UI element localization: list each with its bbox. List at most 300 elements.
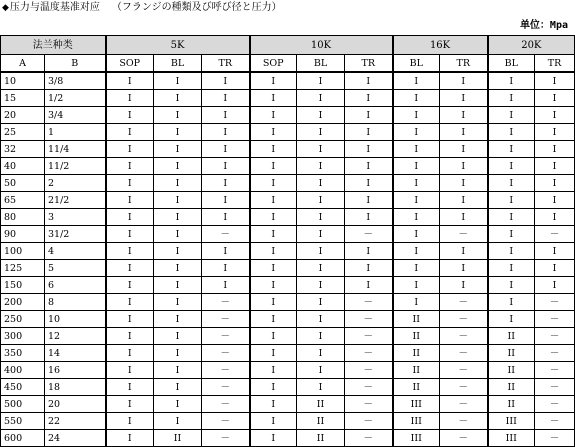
cell-size-b: 22: [45, 413, 106, 430]
cell-5k-sop: I: [106, 362, 154, 379]
cell-5k-bl: I: [154, 396, 202, 413]
cell-20k-tr: I: [535, 158, 575, 175]
cell-10k-tr: －: [345, 328, 393, 345]
cell-20k-bl: I: [488, 209, 535, 226]
cell-10k-tr: I: [345, 277, 393, 294]
cell-20k-bl: I: [488, 311, 535, 328]
cell-10k-sop: I: [250, 124, 297, 141]
table-row: [1, 311, 575, 328]
cell-16k-tr: I: [440, 192, 488, 209]
cell-20k-bl: II: [488, 396, 535, 413]
cell-20k-bl: I: [488, 107, 535, 124]
column-header-10k-tr: TR: [345, 55, 393, 73]
cell-10k-sop: I: [250, 226, 297, 243]
cell-size-b: 8: [45, 294, 106, 311]
cell-16k-tr: －: [440, 226, 488, 243]
cell-16k-bl: III: [393, 430, 440, 447]
cell-5k-tr: I: [202, 260, 250, 277]
cell-size-b: 31/2: [45, 226, 106, 243]
cell-10k-bl: I: [297, 107, 345, 124]
cell-20k-bl: II: [488, 379, 535, 396]
table-row: [1, 243, 575, 260]
header-row-groups: [1, 36, 575, 55]
cell-5k-tr: －: [202, 311, 250, 328]
cell-10k-sop: I: [250, 413, 297, 430]
cell-5k-tr: I: [202, 107, 250, 124]
cell-10k-tr: I: [345, 107, 393, 124]
cell-5k-sop: I: [106, 72, 154, 90]
table-row: [1, 413, 575, 430]
cell-10k-sop: I: [250, 328, 297, 345]
cell-5k-sop: I: [106, 209, 154, 226]
cell-5k-bl: I: [154, 72, 202, 90]
cell-16k-bl: II: [393, 379, 440, 396]
cell-20k-tr: －: [535, 413, 575, 430]
cell-16k-tr: －: [440, 413, 488, 430]
cell-16k-tr: －: [440, 430, 488, 447]
cell-5k-sop: I: [106, 311, 154, 328]
cell-5k-sop: I: [106, 430, 154, 447]
cell-20k-bl: II: [488, 345, 535, 362]
table-row: [1, 362, 575, 379]
cell-size-b: 20: [45, 396, 106, 413]
cell-5k-bl: I: [154, 90, 202, 107]
cell-10k-bl: II: [297, 430, 345, 447]
cell-20k-tr: I: [535, 192, 575, 209]
cell-16k-tr: I: [440, 209, 488, 226]
cell-20k-bl: III: [488, 430, 535, 447]
cell-5k-tr: I: [202, 243, 250, 260]
cell-10k-bl: I: [297, 294, 345, 311]
cell-16k-bl: II: [393, 345, 440, 362]
cell-5k-tr: －: [202, 226, 250, 243]
cell-10k-tr: －: [345, 430, 393, 447]
cell-size-a: 300: [1, 328, 45, 345]
cell-16k-bl: I: [393, 294, 440, 311]
cell-10k-bl: I: [297, 124, 345, 141]
cell-10k-bl: I: [297, 243, 345, 260]
cell-10k-sop: I: [250, 362, 297, 379]
cell-5k-tr: I: [202, 192, 250, 209]
column-header-b: B: [45, 55, 106, 73]
table-row: [1, 72, 575, 90]
cell-10k-bl: I: [297, 362, 345, 379]
cell-16k-bl: I: [393, 226, 440, 243]
cell-size-b: 14: [45, 345, 106, 362]
cell-10k-tr: I: [345, 260, 393, 277]
cell-16k-tr: I: [440, 90, 488, 107]
table-row: [1, 107, 575, 124]
cell-20k-bl: I: [488, 243, 535, 260]
cell-16k-bl: I: [393, 260, 440, 277]
table-row: [1, 124, 575, 141]
cell-size-a: 25: [1, 124, 45, 141]
cell-20k-bl: III: [488, 413, 535, 430]
cell-5k-bl: I: [154, 260, 202, 277]
cell-size-a: 80: [1, 209, 45, 226]
cell-20k-bl: I: [488, 175, 535, 192]
cell-size-a: 550: [1, 413, 45, 430]
cell-5k-sop: I: [106, 396, 154, 413]
cell-16k-tr: －: [440, 311, 488, 328]
cell-5k-sop: I: [106, 379, 154, 396]
cell-20k-bl: I: [488, 294, 535, 311]
cell-10k-tr: －: [345, 226, 393, 243]
cell-16k-bl: I: [393, 72, 440, 90]
table-row: [1, 379, 575, 396]
cell-20k-tr: －: [535, 226, 575, 243]
cell-5k-bl: I: [154, 226, 202, 243]
cell-5k-tr: I: [202, 209, 250, 226]
cell-10k-tr: －: [345, 311, 393, 328]
table-row: [1, 260, 575, 277]
cell-5k-tr: －: [202, 413, 250, 430]
cell-5k-sop: I: [106, 124, 154, 141]
group-header-10k: 10K: [250, 36, 393, 55]
group-header-16k: 16K: [393, 36, 488, 55]
cell-10k-bl: I: [297, 311, 345, 328]
cell-size-b: 3/4: [45, 107, 106, 124]
cell-size-b: 1: [45, 124, 106, 141]
cell-16k-tr: －: [440, 396, 488, 413]
pressure-rating-table: [0, 35, 575, 447]
cell-10k-bl: II: [297, 396, 345, 413]
cell-10k-bl: I: [297, 209, 345, 226]
cell-10k-sop: I: [250, 379, 297, 396]
cell-20k-bl: II: [488, 362, 535, 379]
cell-16k-bl: II: [393, 311, 440, 328]
cell-10k-bl: I: [297, 72, 345, 90]
cell-size-b: 1/2: [45, 90, 106, 107]
cell-20k-bl: I: [488, 124, 535, 141]
table-row: [1, 328, 575, 345]
cell-size-b: 11/4: [45, 141, 106, 158]
cell-10k-sop: I: [250, 175, 297, 192]
cell-10k-bl: I: [297, 141, 345, 158]
cell-5k-sop: I: [106, 175, 154, 192]
cell-16k-tr: I: [440, 107, 488, 124]
cell-10k-tr: I: [345, 192, 393, 209]
cell-20k-bl: II: [488, 328, 535, 345]
cell-10k-sop: I: [250, 158, 297, 175]
table-body: [1, 72, 575, 447]
cell-20k-tr: －: [535, 345, 575, 362]
cell-20k-tr: I: [535, 175, 575, 192]
cell-5k-tr: －: [202, 396, 250, 413]
column-header-20k-bl: BL: [488, 55, 535, 73]
table-row: [1, 345, 575, 362]
cell-10k-tr: －: [345, 413, 393, 430]
cell-20k-tr: I: [535, 141, 575, 158]
cell-5k-tr: －: [202, 430, 250, 447]
cell-5k-bl: I: [154, 107, 202, 124]
cell-10k-tr: I: [345, 209, 393, 226]
cell-16k-bl: I: [393, 192, 440, 209]
cell-5k-sop: I: [106, 243, 154, 260]
cell-10k-tr: I: [345, 141, 393, 158]
cell-5k-tr: I: [202, 277, 250, 294]
cell-size-b: 11/2: [45, 158, 106, 175]
cell-size-b: 18: [45, 379, 106, 396]
cell-5k-bl: I: [154, 328, 202, 345]
cell-size-b: 4: [45, 243, 106, 260]
header-row-columns: [1, 55, 575, 73]
cell-size-a: 350: [1, 345, 45, 362]
cell-5k-sop: I: [106, 107, 154, 124]
cell-20k-tr: －: [535, 294, 575, 311]
cell-size-a: 125: [1, 260, 45, 277]
column-header-10k-sop: SOP: [250, 55, 297, 73]
cell-20k-bl: I: [488, 90, 535, 107]
cell-5k-sop: I: [106, 260, 154, 277]
cell-20k-tr: －: [535, 396, 575, 413]
cell-5k-sop: I: [106, 345, 154, 362]
group-header-20k: 20K: [488, 36, 575, 55]
cell-size-b: 3: [45, 209, 106, 226]
cell-20k-tr: I: [535, 90, 575, 107]
table-row: [1, 158, 575, 175]
cell-20k-tr: I: [535, 209, 575, 226]
cell-size-a: 400: [1, 362, 45, 379]
cell-size-a: 20: [1, 107, 45, 124]
column-header-16k-bl: BL: [393, 55, 440, 73]
cell-5k-bl: I: [154, 362, 202, 379]
cell-10k-bl: II: [297, 413, 345, 430]
cell-10k-tr: －: [345, 396, 393, 413]
cell-size-a: 50: [1, 175, 45, 192]
cell-5k-bl: I: [154, 243, 202, 260]
cell-size-a: 500: [1, 396, 45, 413]
cell-10k-tr: －: [345, 294, 393, 311]
cell-20k-bl: I: [488, 226, 535, 243]
table-row: [1, 192, 575, 209]
cell-16k-bl: II: [393, 362, 440, 379]
cell-10k-sop: I: [250, 209, 297, 226]
cell-16k-tr: I: [440, 141, 488, 158]
cell-size-b: 10: [45, 311, 106, 328]
cell-size-a: 90: [1, 226, 45, 243]
cell-5k-bl: I: [154, 345, 202, 362]
cell-20k-tr: －: [535, 430, 575, 447]
cell-10k-bl: I: [297, 277, 345, 294]
cell-16k-tr: －: [440, 362, 488, 379]
flange-type-header: 法兰种类: [1, 36, 106, 55]
cell-10k-sop: I: [250, 107, 297, 124]
cell-10k-sop: I: [250, 72, 297, 90]
cell-5k-sop: I: [106, 90, 154, 107]
cell-20k-tr: I: [535, 243, 575, 260]
cell-20k-bl: I: [488, 141, 535, 158]
cell-10k-sop: I: [250, 192, 297, 209]
cell-10k-sop: I: [250, 345, 297, 362]
cell-20k-tr: I: [535, 72, 575, 90]
cell-16k-bl: I: [393, 277, 440, 294]
cell-16k-tr: －: [440, 328, 488, 345]
cell-10k-bl: I: [297, 379, 345, 396]
cell-5k-bl: I: [154, 141, 202, 158]
cell-16k-tr: －: [440, 379, 488, 396]
cell-5k-bl: I: [154, 379, 202, 396]
cell-10k-sop: I: [250, 430, 297, 447]
cell-10k-sop: I: [250, 396, 297, 413]
cell-5k-tr: I: [202, 90, 250, 107]
cell-size-a: 100: [1, 243, 45, 260]
cell-size-a: 250: [1, 311, 45, 328]
cell-5k-sop: I: [106, 226, 154, 243]
cell-size-b: 6: [45, 277, 106, 294]
table-row: [1, 209, 575, 226]
cell-size-a: 450: [1, 379, 45, 396]
cell-10k-sop: I: [250, 260, 297, 277]
cell-5k-bl: I: [154, 124, 202, 141]
cell-16k-bl: I: [393, 107, 440, 124]
cell-16k-bl: I: [393, 141, 440, 158]
cell-20k-tr: －: [535, 311, 575, 328]
cell-16k-tr: －: [440, 345, 488, 362]
cell-5k-sop: I: [106, 413, 154, 430]
title-main: 压力与温度基准对应: [9, 2, 100, 13]
cell-5k-sop: I: [106, 277, 154, 294]
cell-5k-bl: I: [154, 311, 202, 328]
cell-5k-bl: I: [154, 413, 202, 430]
table-row: [1, 277, 575, 294]
cell-size-b: 5: [45, 260, 106, 277]
cell-5k-tr: I: [202, 72, 250, 90]
cell-20k-bl: I: [488, 260, 535, 277]
cell-16k-tr: －: [440, 294, 488, 311]
cell-16k-bl: III: [393, 413, 440, 430]
cell-5k-tr: －: [202, 328, 250, 345]
cell-16k-tr: I: [440, 72, 488, 90]
cell-10k-sop: I: [250, 311, 297, 328]
cell-20k-tr: －: [535, 328, 575, 345]
cell-size-a: 65: [1, 192, 45, 209]
cell-16k-tr: I: [440, 243, 488, 260]
cell-5k-bl: I: [154, 175, 202, 192]
cell-16k-tr: I: [440, 277, 488, 294]
cell-5k-sop: I: [106, 294, 154, 311]
cell-10k-tr: I: [345, 158, 393, 175]
cell-16k-bl: I: [393, 209, 440, 226]
cell-size-a: 150: [1, 277, 45, 294]
cell-10k-bl: I: [297, 158, 345, 175]
cell-size-b: 16: [45, 362, 106, 379]
cell-16k-tr: I: [440, 260, 488, 277]
cell-20k-tr: －: [535, 362, 575, 379]
cell-20k-tr: I: [535, 277, 575, 294]
cell-size-b: 3/8: [45, 72, 106, 90]
group-header-5k: 5K: [106, 36, 250, 55]
cell-size-b: 12: [45, 328, 106, 345]
cell-5k-sop: I: [106, 328, 154, 345]
column-header-20k-tr: TR: [535, 55, 575, 73]
cell-5k-tr: I: [202, 141, 250, 158]
cell-5k-tr: －: [202, 362, 250, 379]
cell-5k-bl: I: [154, 277, 202, 294]
cell-5k-bl: I: [154, 209, 202, 226]
title-subtitle: （フランジの種類及び呼び径と圧力）: [111, 2, 282, 13]
cell-10k-bl: I: [297, 175, 345, 192]
cell-size-a: 10: [1, 72, 45, 90]
cell-20k-tr: I: [535, 107, 575, 124]
cell-20k-bl: I: [488, 192, 535, 209]
cell-10k-sop: I: [250, 90, 297, 107]
cell-16k-tr: I: [440, 124, 488, 141]
cell-20k-tr: I: [535, 124, 575, 141]
cell-10k-tr: I: [345, 72, 393, 90]
cell-5k-sop: I: [106, 158, 154, 175]
cell-10k-tr: －: [345, 345, 393, 362]
table-row: [1, 396, 575, 413]
cell-10k-tr: －: [345, 379, 393, 396]
cell-5k-tr: I: [202, 175, 250, 192]
cell-size-a: 600: [1, 430, 45, 447]
table-row: [1, 175, 575, 192]
table-row: [1, 430, 575, 447]
cell-16k-bl: II: [393, 328, 440, 345]
diamond-bullet-icon: ◆: [2, 3, 9, 13]
cell-10k-bl: I: [297, 345, 345, 362]
cell-5k-tr: －: [202, 294, 250, 311]
cell-16k-bl: I: [393, 124, 440, 141]
cell-16k-bl: I: [393, 175, 440, 192]
cell-16k-bl: III: [393, 396, 440, 413]
cell-10k-bl: I: [297, 260, 345, 277]
column-header-10k-bl: BL: [297, 55, 345, 73]
cell-16k-tr: I: [440, 158, 488, 175]
cell-size-a: 200: [1, 294, 45, 311]
cell-10k-sop: I: [250, 243, 297, 260]
cell-size-a: 32: [1, 141, 45, 158]
table-row: [1, 294, 575, 311]
column-header-16k-tr: TR: [440, 55, 488, 73]
cell-10k-tr: I: [345, 243, 393, 260]
column-header-5k-sop: SOP: [106, 55, 154, 73]
cell-20k-tr: I: [535, 260, 575, 277]
column-header-5k-tr: TR: [202, 55, 250, 73]
cell-5k-bl: I: [154, 158, 202, 175]
cell-5k-tr: －: [202, 345, 250, 362]
cell-10k-bl: I: [297, 192, 345, 209]
cell-10k-tr: I: [345, 90, 393, 107]
cell-size-b: 2: [45, 175, 106, 192]
cell-10k-sop: I: [250, 294, 297, 311]
table-header: [1, 36, 575, 73]
cell-20k-bl: I: [488, 72, 535, 90]
cell-20k-bl: I: [488, 277, 535, 294]
table-row: [1, 141, 575, 158]
cell-5k-tr: I: [202, 124, 250, 141]
cell-5k-bl: I: [154, 192, 202, 209]
column-header-5k-bl: BL: [154, 55, 202, 73]
cell-5k-bl: I: [154, 294, 202, 311]
cell-10k-sop: I: [250, 141, 297, 158]
cell-5k-tr: I: [202, 158, 250, 175]
column-header-a: A: [1, 55, 45, 73]
cell-16k-bl: I: [393, 90, 440, 107]
cell-10k-bl: I: [297, 90, 345, 107]
cell-20k-tr: －: [535, 379, 575, 396]
cell-5k-bl: II: [154, 430, 202, 447]
table-row: [1, 226, 575, 243]
cell-16k-tr: I: [440, 175, 488, 192]
unit-label: 单位：Mpa: [519, 20, 568, 31]
document-title: [2, 1, 282, 15]
cell-10k-tr: I: [345, 124, 393, 141]
cell-5k-tr: －: [202, 379, 250, 396]
cell-10k-sop: I: [250, 277, 297, 294]
cell-size-b: 21/2: [45, 192, 106, 209]
